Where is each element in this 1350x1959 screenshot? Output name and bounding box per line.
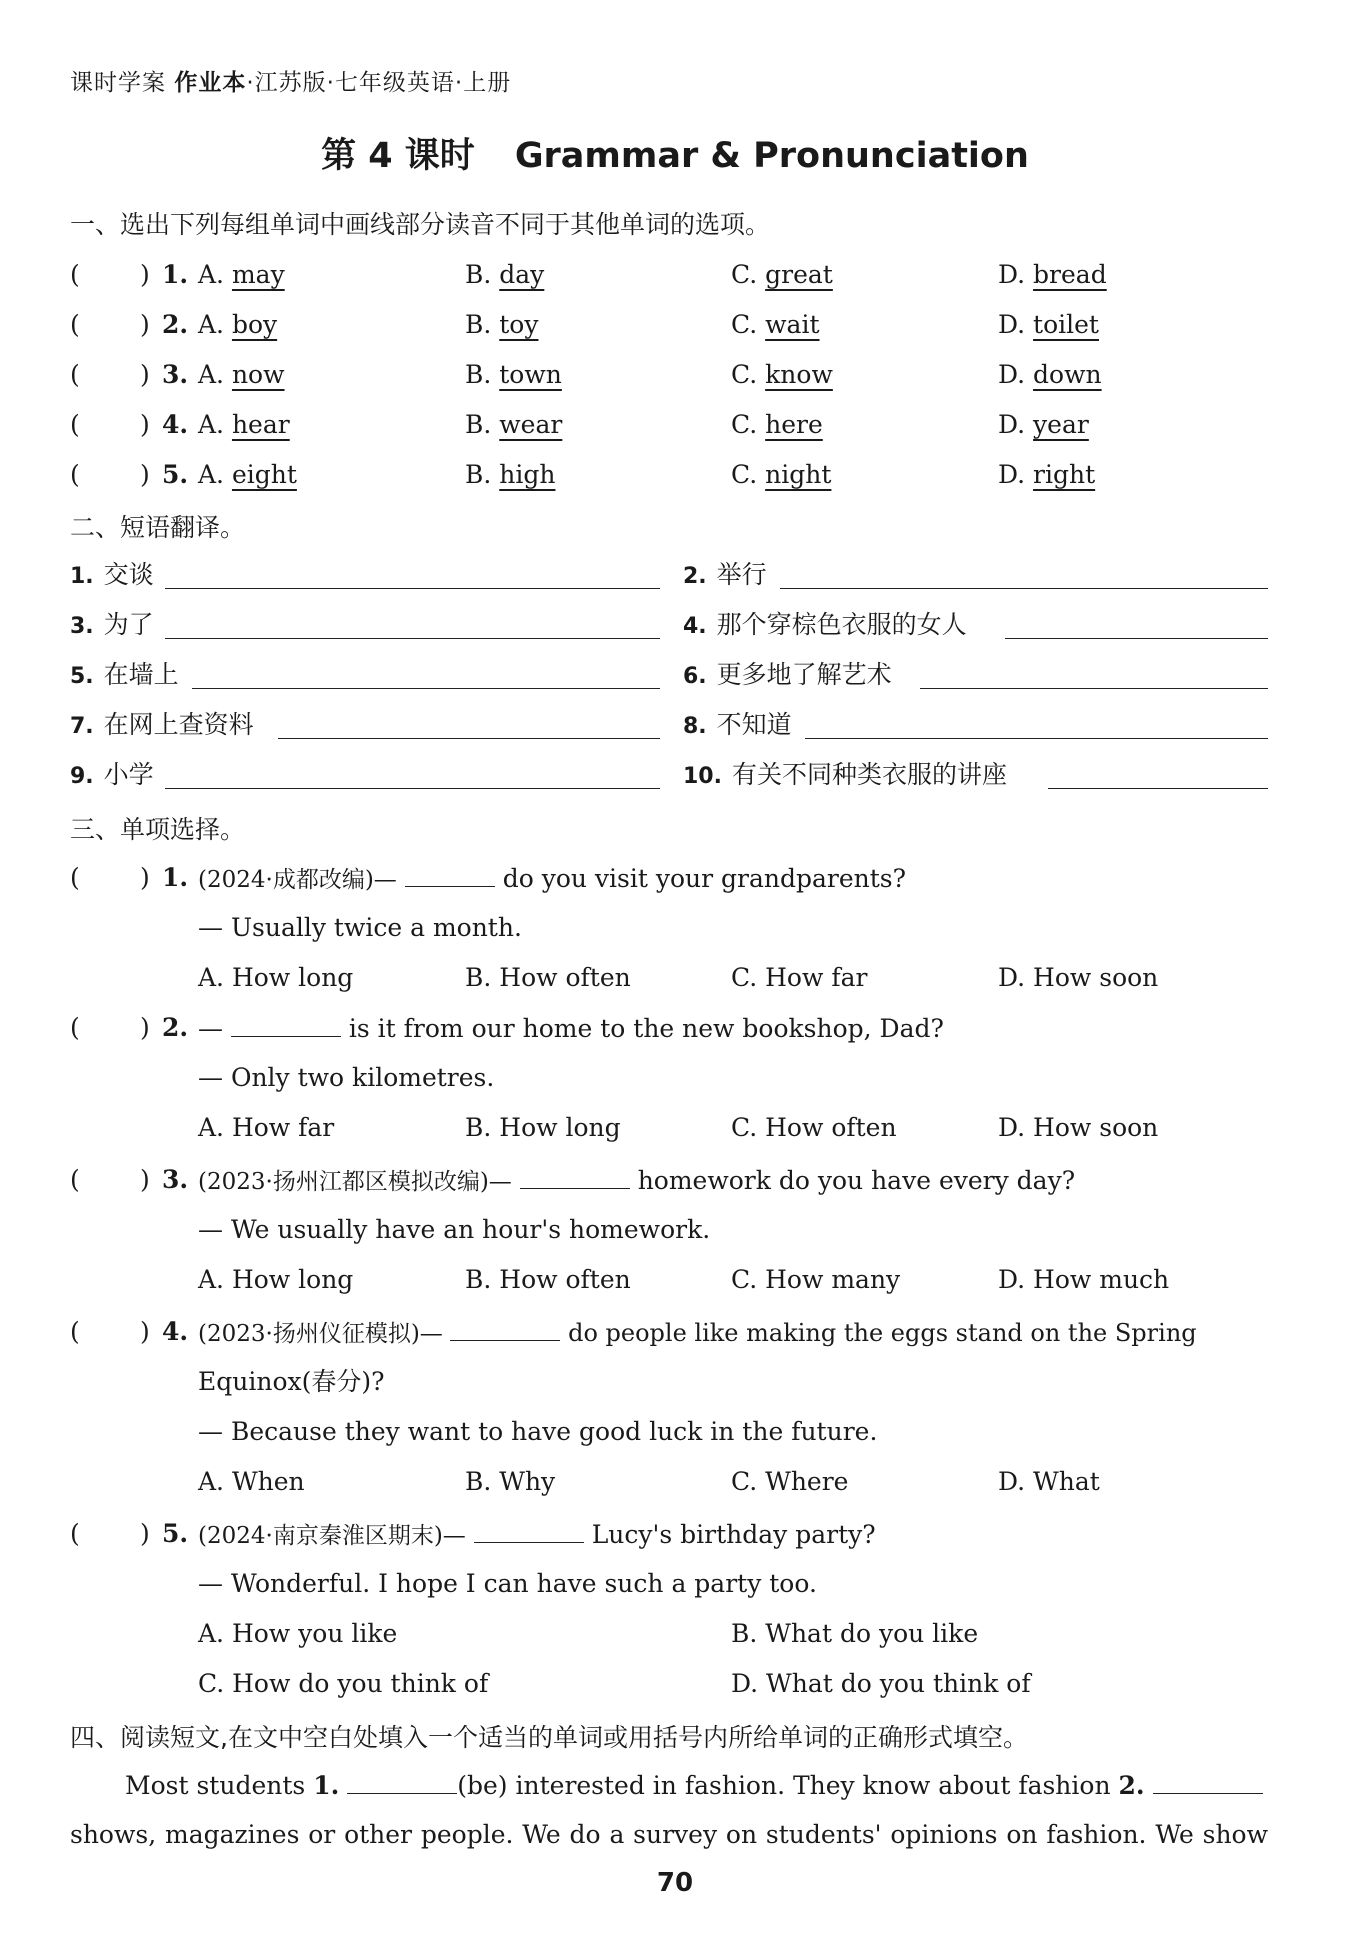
question-number: 1. bbox=[162, 260, 189, 289]
question-answer: — Wonderful. I hope I can have such a party too. bbox=[198, 1569, 817, 1598]
option-word: toy bbox=[499, 310, 539, 339]
question-number: 4. bbox=[162, 1317, 189, 1346]
translation-item bbox=[70, 755, 660, 797]
option-word: know bbox=[765, 360, 833, 389]
item-text: 小学 bbox=[103, 760, 154, 789]
option-d: D. year bbox=[998, 410, 1089, 439]
answer-line[interactable] bbox=[805, 738, 1268, 739]
option-d: D. How much bbox=[998, 1265, 1170, 1294]
question-number: 3. bbox=[162, 360, 189, 389]
translation-item bbox=[683, 705, 1268, 747]
option-d: D. What do you think of bbox=[731, 1669, 1031, 1698]
question-answer: — Because they want to have good luck in the future. bbox=[198, 1417, 878, 1446]
option-word: now bbox=[231, 360, 285, 389]
question-text: — is it from our home to the new bookshop, Dad? bbox=[198, 1008, 944, 1049]
option-d: D. bread bbox=[998, 260, 1107, 289]
option-word: night bbox=[765, 460, 832, 489]
item-text: 为了 bbox=[103, 610, 154, 639]
answer-line[interactable] bbox=[780, 588, 1268, 589]
question-text: (2024·成都改编)— do you visit your grandparents? bbox=[198, 858, 906, 900]
option-word: eight bbox=[231, 460, 297, 489]
header-book: 课时学案 bbox=[70, 70, 166, 96]
option-b: B. town bbox=[465, 360, 562, 389]
option-b: B. high bbox=[465, 460, 556, 489]
answer-line[interactable] bbox=[165, 638, 660, 639]
item-text: 有关不同种类衣服的讲座 bbox=[731, 760, 1007, 789]
option-d: D. How soon bbox=[998, 963, 1159, 992]
option-word: here bbox=[765, 410, 823, 439]
item-text: 不知道 bbox=[716, 710, 792, 739]
option-d: D. How soon bbox=[998, 1113, 1159, 1142]
answer-blank[interactable] bbox=[450, 1312, 560, 1341]
option-a: A. may bbox=[198, 260, 285, 289]
answer-blank[interactable] bbox=[405, 858, 495, 887]
option-word: toilet bbox=[1033, 310, 1099, 339]
answer-blank[interactable] bbox=[231, 1008, 341, 1037]
option-word: may bbox=[231, 260, 285, 289]
option-c: C. How far bbox=[731, 963, 868, 992]
answer-bracket[interactable]: ( ) bbox=[70, 1165, 150, 1194]
answer-bracket[interactable]: ( ) bbox=[70, 410, 150, 439]
item-number: 8. bbox=[683, 714, 707, 739]
lesson-number: 第 4 课时 bbox=[321, 136, 475, 176]
option-word: down bbox=[1033, 360, 1102, 389]
option-c: C. How many bbox=[731, 1265, 901, 1294]
question-number: 5. bbox=[162, 460, 189, 489]
answer-line[interactable] bbox=[920, 688, 1268, 689]
question-number: 4. bbox=[162, 410, 189, 439]
item-number: 3. bbox=[70, 614, 94, 639]
option-a: A. hear bbox=[198, 410, 290, 439]
option-word: year bbox=[1033, 410, 1089, 439]
item-number: 5. bbox=[70, 664, 94, 689]
item-text: 交谈 bbox=[103, 560, 154, 589]
answer-line[interactable] bbox=[192, 688, 660, 689]
item-text: 举行 bbox=[716, 560, 767, 589]
option-c: C. here bbox=[731, 410, 823, 439]
translation-item bbox=[70, 605, 660, 647]
lesson-topic: Grammar & Pronunciation bbox=[514, 136, 1029, 176]
header-workbook: 作业本 bbox=[174, 70, 247, 96]
option-a: A. How far bbox=[198, 1113, 335, 1142]
option-d: D. What bbox=[998, 1467, 1100, 1496]
passage-line-2: shows, magazines or other people. We do a survey on students' opinions on fashion. We show bbox=[70, 1820, 1268, 1849]
question-number: 2. bbox=[162, 310, 189, 339]
passage-blank-1[interactable] bbox=[347, 1765, 457, 1794]
option-c: C. Where bbox=[731, 1467, 849, 1496]
header-edition: ·江苏版·七年级英语·上册 bbox=[246, 70, 512, 96]
option-d: D. toilet bbox=[998, 310, 1099, 339]
answer-bracket[interactable]: ( ) bbox=[70, 863, 150, 892]
question-text-cont: Equinox(春分)? bbox=[198, 1367, 385, 1396]
option-a: A. How long bbox=[198, 1265, 354, 1294]
option-word: hear bbox=[231, 410, 290, 439]
option-b: B. Why bbox=[465, 1467, 556, 1496]
option-word: boy bbox=[231, 310, 278, 339]
question-number: 1. bbox=[162, 863, 189, 892]
translation-item bbox=[70, 655, 660, 697]
option-c: C. How often bbox=[731, 1113, 897, 1142]
item-text: 那个穿棕色衣服的女人 bbox=[716, 610, 967, 639]
answer-line[interactable] bbox=[165, 588, 660, 589]
option-a: A. How long bbox=[198, 963, 354, 992]
option-word: bread bbox=[1033, 260, 1107, 289]
item-text: 在墙上 bbox=[103, 660, 179, 689]
item-number: 9. bbox=[70, 764, 94, 789]
question-number: 2. bbox=[162, 1013, 189, 1042]
answer-line[interactable] bbox=[278, 738, 660, 739]
option-c: C. great bbox=[731, 260, 833, 289]
option-b: B. How long bbox=[465, 1113, 621, 1142]
item-number: 7. bbox=[70, 714, 94, 739]
item-number: 2. bbox=[683, 564, 707, 589]
section4-heading: 四、阅读短文,在文中空白处填入一个适当的单词或用括号内所给单词的正确形式填空。 bbox=[70, 1723, 1028, 1752]
option-word: high bbox=[499, 460, 556, 489]
option-d: D. down bbox=[998, 360, 1102, 389]
answer-bracket[interactable]: ( ) bbox=[70, 1519, 150, 1548]
question-answer: — Only two kilometres. bbox=[198, 1063, 495, 1092]
item-text: 更多地了解艺术 bbox=[716, 660, 892, 689]
section1-heading: 一、选出下列每组单词中画线部分读音不同于其他单词的选项。 bbox=[70, 210, 771, 239]
answer-bracket[interactable]: ( ) bbox=[70, 460, 150, 489]
answer-line[interactable] bbox=[1005, 638, 1268, 639]
section2-heading: 二、短语翻译。 bbox=[70, 513, 246, 542]
option-b: B. What do you like bbox=[731, 1619, 979, 1648]
answer-blank[interactable] bbox=[474, 1514, 584, 1543]
question-text: (2023·扬州江都区模拟改编)— homework do you have every day? bbox=[198, 1160, 1075, 1202]
question-text: (2024·南京秦淮区期末)— Lucy's birthday party? bbox=[198, 1514, 876, 1556]
option-c: C. How do you think of bbox=[198, 1669, 489, 1698]
question-answer: — We usually have an hour's homework. bbox=[198, 1215, 711, 1244]
option-a: A. When bbox=[198, 1467, 305, 1496]
option-word: right bbox=[1033, 460, 1096, 489]
item-text: 在网上查资料 bbox=[103, 710, 254, 739]
translation-item bbox=[70, 555, 660, 597]
option-word: town bbox=[499, 360, 562, 389]
page-number: 70 bbox=[656, 1868, 694, 1898]
passage-blank-2[interactable] bbox=[1153, 1765, 1263, 1794]
option-a: A. boy bbox=[198, 310, 278, 339]
answer-bracket[interactable]: ( ) bbox=[70, 1317, 150, 1346]
option-word: great bbox=[765, 260, 833, 289]
passage-line-1: Most students 1. (be) interested in fashion. They know about fashion 2. bbox=[70, 1765, 1268, 1806]
page-title bbox=[0, 128, 1350, 178]
option-a: A. now bbox=[198, 360, 285, 389]
item-number: 6. bbox=[683, 664, 707, 689]
option-b: B. toy bbox=[465, 310, 539, 339]
option-b: B. How often bbox=[465, 1265, 631, 1294]
option-b: B. wear bbox=[465, 410, 563, 439]
question-text: (2023·扬州仪征模拟)— do people like making the eggs stand on the Spring bbox=[198, 1312, 1197, 1354]
option-c: C. night bbox=[731, 460, 832, 489]
option-word: wait bbox=[765, 310, 820, 339]
section3-heading: 三、单项选择。 bbox=[70, 815, 246, 844]
option-d: D. right bbox=[998, 460, 1096, 489]
answer-blank[interactable] bbox=[520, 1160, 630, 1189]
question-number: 5. bbox=[162, 1519, 189, 1548]
translation-item bbox=[70, 705, 660, 747]
translation-item bbox=[683, 555, 1268, 597]
option-word: day bbox=[499, 260, 545, 289]
translation-item bbox=[683, 655, 1268, 697]
question-number: 3. bbox=[162, 1165, 189, 1194]
item-number: 4. bbox=[683, 614, 707, 639]
answer-bracket[interactable]: ( ) bbox=[70, 260, 150, 289]
option-b: B. How often bbox=[465, 963, 631, 992]
question-answer: — Usually twice a month. bbox=[198, 913, 522, 942]
item-number: 10. bbox=[683, 764, 722, 789]
answer-bracket[interactable]: ( ) bbox=[70, 360, 150, 389]
item-number: 1. bbox=[70, 564, 94, 589]
option-word: wear bbox=[499, 410, 563, 439]
answer-bracket[interactable]: ( ) bbox=[70, 1013, 150, 1042]
option-c: C. wait bbox=[731, 310, 820, 339]
page-header bbox=[70, 64, 511, 97]
answer-line[interactable] bbox=[165, 788, 660, 789]
translation-item bbox=[683, 605, 1268, 647]
translation-item bbox=[683, 755, 1268, 797]
option-a: A. eight bbox=[198, 460, 297, 489]
option-c: C. know bbox=[731, 360, 833, 389]
option-a: A. How you like bbox=[198, 1619, 398, 1648]
option-b: B. day bbox=[465, 260, 545, 289]
answer-bracket[interactable]: ( ) bbox=[70, 310, 150, 339]
answer-line[interactable] bbox=[1048, 788, 1268, 789]
